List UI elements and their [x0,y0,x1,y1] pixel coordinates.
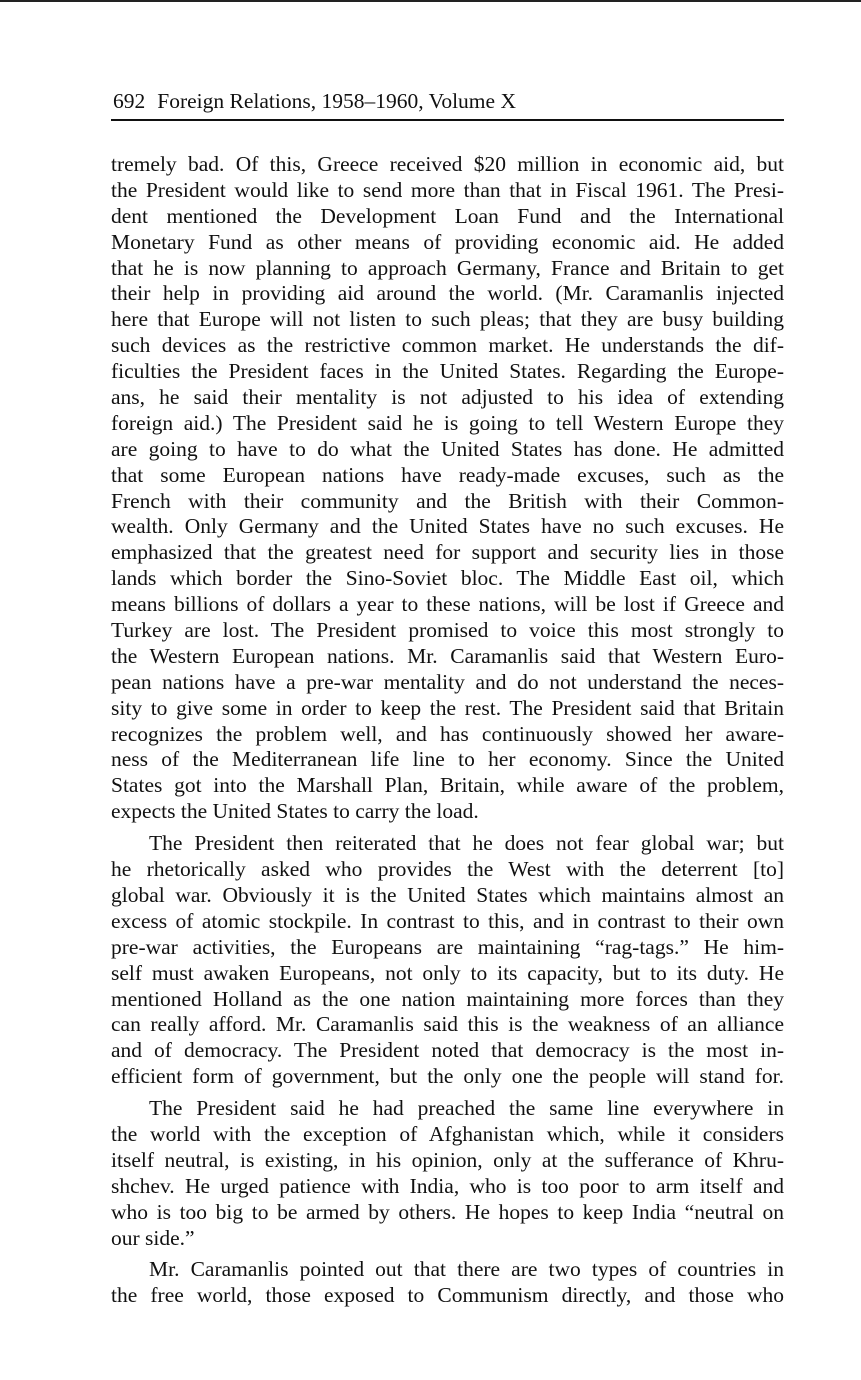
text-line: foreign aid.) The President said he is going to tell Western Europe they [111,410,784,435]
text-line: Turkey are lost. The President promised to voice this most strongly to [111,618,784,643]
text-line: can really afford. Mr. Caramanlis said this is the weakness of an alliance [111,1012,784,1037]
text-line: global war. Obviously it is the United States which maintains almost an [111,882,784,907]
text-line: the free world, those exposed to Communism directly, and those who [111,1283,784,1308]
running-head [113,86,783,116]
text-line: mentioned Holland as the one nation maintaining more forces than they [111,986,784,1011]
text-line: wealth. Only Germany and the United States have no such excuses. He [111,514,784,539]
text-line: that some European nations have ready-made excuses, such as the [111,462,784,487]
page-number: 692 [113,89,146,113]
text-line: our side.” [111,1225,195,1250]
text-line: expects the United States to carry the load. [111,799,479,824]
text-line: efficient form of government, but the only one the people will stand for. [111,1064,784,1089]
text-line: the Western European nations. Mr. Caramanlis said that Western Euro- [111,643,784,668]
text-line: emphasized that the greatest need for support and security lies in those [111,540,784,565]
text-line: here that Europe will not listen to such pleas; that they are busy building [111,307,784,332]
text-line: self must awaken Europeans, not only to its capacity, but to its duty. He [111,960,784,985]
text-line: French with their community and the British with their Common- [111,488,784,513]
text-line: dent mentioned the Development Loan Fund and the International [111,203,784,228]
text-line: pean nations have a pre-war mentality and do not understand the neces- [111,669,784,694]
paragraph-3 [111,1096,784,1251]
text-line: are going to have to do what the United States has done. He admitted [111,436,784,461]
text-line: Mr. Caramanlis pointed out that there are two types of countries in [149,1257,784,1282]
text-line: who is too big to be armed by others. He hopes to keep India “neutral on [111,1199,784,1224]
paragraph-1 [111,152,784,825]
text-line: The President said he had preached the same line everywhere in [149,1096,784,1121]
text-line: ness of the Mediterranean life line to her economy. Since the United [111,747,784,772]
text-line: means billions of dollars a year to these nations, will be lost if Greece and [111,592,784,617]
text-line: lands which border the Sino-Soviet bloc. The Middle East oil, which [111,566,784,591]
text-line: itself neutral, is existing, in his opinion, only at the sufferance of Khru- [111,1147,784,1172]
text-line: tremely bad. Of this, Greece received $20 million in economic aid, but [111,152,784,176]
body-text [111,152,784,1315]
text-line: sity to give some in order to keep the rest. The President said that Britain [111,695,784,720]
text-line: their help in providing aid around the world. (Mr. Caramanlis injected [111,281,784,306]
paragraph-2 [111,831,784,1090]
text-line: The President then reiterated that he does not fear global war; but [149,831,784,856]
text-line: excess of atomic stockpile. In contrast to this, and in contrast to their own [111,908,784,933]
text-line: he rhetorically asked who provides the West with the deterrent [to] [111,857,784,882]
text-line: the President would like to send more than that in Fiscal 1961. The Presi- [111,177,784,202]
text-line: pre-war activities, the Europeans are maintaining “rag-tags.” He him- [111,934,784,959]
text-line: such devices as the restrictive common market. He understands the dif- [111,333,784,358]
paragraph-4 [111,1257,784,1309]
text-line: that he is now planning to approach Germany, France and Britain to get [111,255,784,280]
running-head-rule [111,119,784,121]
volume-title: Foreign Relations, 1958–1960, Volume X [157,89,516,113]
text-line: the world with the exception of Afghanistan which, while it considers [111,1121,784,1146]
text-line: shchev. He urged patience with India, who is too poor to arm itself and [111,1173,784,1198]
text-line: Monetary Fund as other means of providing economic aid. He added [111,229,784,254]
page-top-edge-rule [0,0,861,2]
text-line: States got into the Marshall Plan, Britain, while aware of the problem, [111,773,784,798]
text-line: recognizes the problem well, and has continuously showed her aware- [111,721,784,746]
text-line: ficulties the President faces in the United States. Regarding the Europe- [111,359,784,384]
text-line: ans, he said their mentality is not adjusted to his idea of extending [111,385,784,410]
text-line: and of democracy. The President noted that democracy is the most in- [111,1038,784,1063]
